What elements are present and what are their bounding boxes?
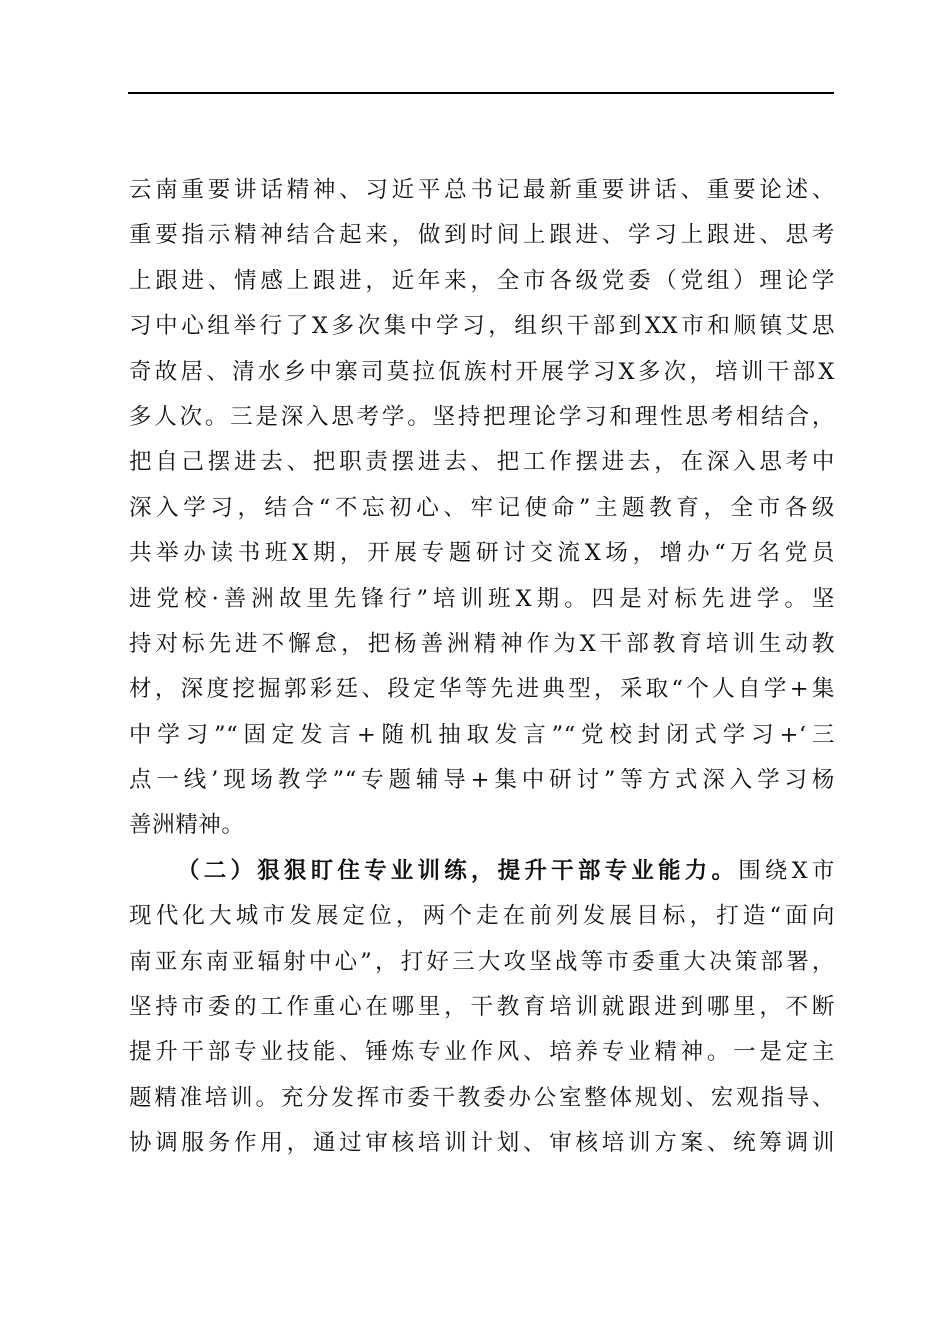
text-line: 深入学习，结合“不忘初心、牢记使命”主题教育，全市各级 <box>129 494 835 521</box>
text-line: 持对标先进不懈怠，把杨善洲精神作为X干部教育培训生动教 <box>129 630 835 657</box>
text-line: 习中心组举行了X多次集中学习，组织干部到XX市和顺镇艾思 <box>129 313 835 340</box>
text-line: 云南重要讲话精神、习近平总书记最新重要讲话、重要论述、 <box>129 177 835 203</box>
text-line: 协调服务作用，通过审核培训计划、审核培训方案、统筹调训 <box>129 1130 835 1157</box>
paragraph-2-first-line <box>129 849 835 894</box>
text-line: 坚持市委的工作重心在哪里，干教育培训就跟进到哪里，不断 <box>129 994 835 1021</box>
text-line: 进党校·善洲故里先锋行”培训班X期。四是对标先进学。坚 <box>129 585 835 612</box>
paragraph-1 <box>129 168 835 849</box>
text-line: 共举办读书班X期，开展专题研讨交流X场，增办“万名党员 <box>129 540 835 567</box>
text-line: 上跟进、情感上跟进，近年来，全市各级党委（党组）理论学 <box>129 267 835 294</box>
paragraph-2 <box>129 849 835 1167</box>
text-line: 把自己摆进去、把职责摆进去、把工作摆进去，在深入思考中 <box>129 449 835 476</box>
text-line: 奇故居、清水乡中寨司莫拉佤族村开展学习X多次，培训干部X <box>129 358 835 385</box>
body-text <box>129 168 835 1167</box>
text-line: 现代化大城市发展定位，两个走在前列发展目标，打造“面向 <box>129 903 835 930</box>
text-line: 点一线’现场教学”“专题辅导+集中研讨”等方式深入学习杨 <box>129 767 835 794</box>
text-line: 材，深度挖掘郭彩廷、段定华等先进典型，采取“个人自学+集 <box>129 676 835 703</box>
text-line: 中学习”“固定发言+随机抽取发言”“党校封闭式学习+‘三 <box>129 721 835 748</box>
text-line: 提升干部专业技能、锤炼专业作风、培养专业精神。一是定主 <box>129 1039 835 1066</box>
text-line: 重要指示精神结合起来，做到时间上跟进、学习上跟进、思考 <box>129 222 835 249</box>
text-line: 南亚东南亚辐射中心”，打好三大攻坚战等市委重大决策部署， <box>129 948 835 975</box>
section-heading: （二）狠狠盯住专业训练，提升干部专业能力。 <box>177 857 739 884</box>
text-run: 围绕X市 <box>738 857 835 884</box>
text-line: 善洲精神。 <box>129 812 245 839</box>
text-line: 多人次。三是深入思考学。坚持把理论学习和理性思考相结合， <box>129 403 835 430</box>
text-line: 题精准培训。充分发挥市委干教委办公室整体规划、宏观指导、 <box>129 1084 835 1111</box>
header-rule <box>128 92 834 94</box>
